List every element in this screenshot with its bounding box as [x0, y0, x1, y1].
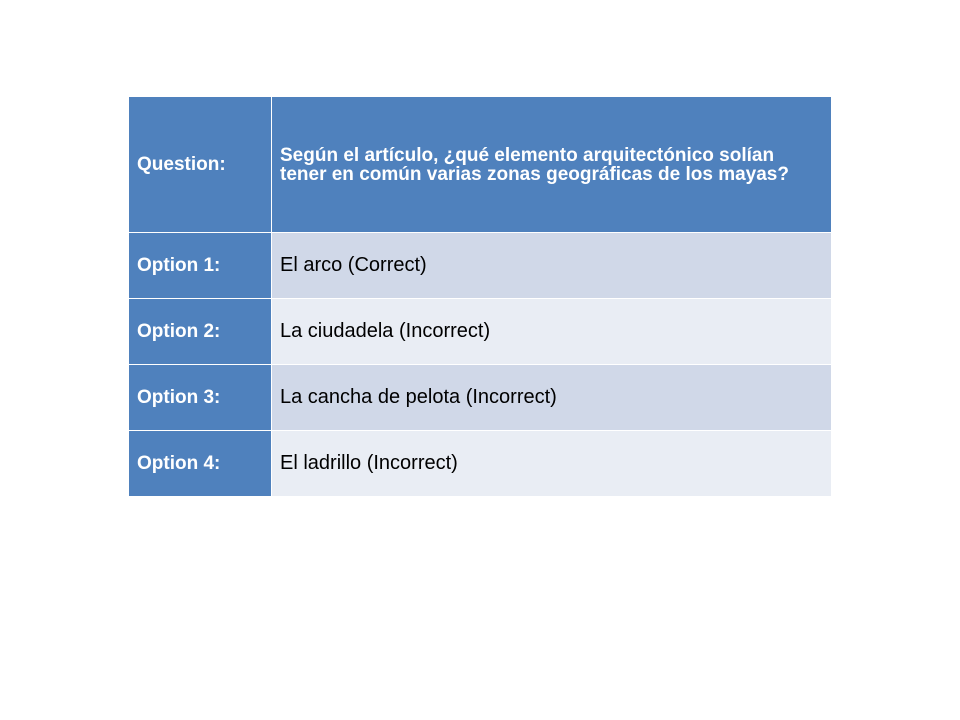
option-label: Option 1:: [129, 233, 272, 299]
question-row: [129, 97, 832, 233]
option-text: La cancha de pelota (Incorrect): [272, 365, 832, 431]
option-text: El ladrillo (Incorrect): [272, 431, 832, 497]
question-text: Según el artículo, ¿qué elemento arquitectónico solían tener en común varias zonas geográficas de los mayas?: [272, 97, 832, 233]
option-label: Option 3:: [129, 365, 272, 431]
option-label: Option 4:: [129, 431, 272, 497]
option-row: [129, 233, 832, 299]
option-label: Option 2:: [129, 299, 272, 365]
option-text: La ciudadela (Incorrect): [272, 299, 832, 365]
option-row: [129, 365, 832, 431]
question-label: Question:: [129, 97, 272, 233]
option-row: [129, 299, 832, 365]
quiz-table: [128, 96, 832, 497]
option-text: El arco (Correct): [272, 233, 832, 299]
option-row: [129, 431, 832, 497]
